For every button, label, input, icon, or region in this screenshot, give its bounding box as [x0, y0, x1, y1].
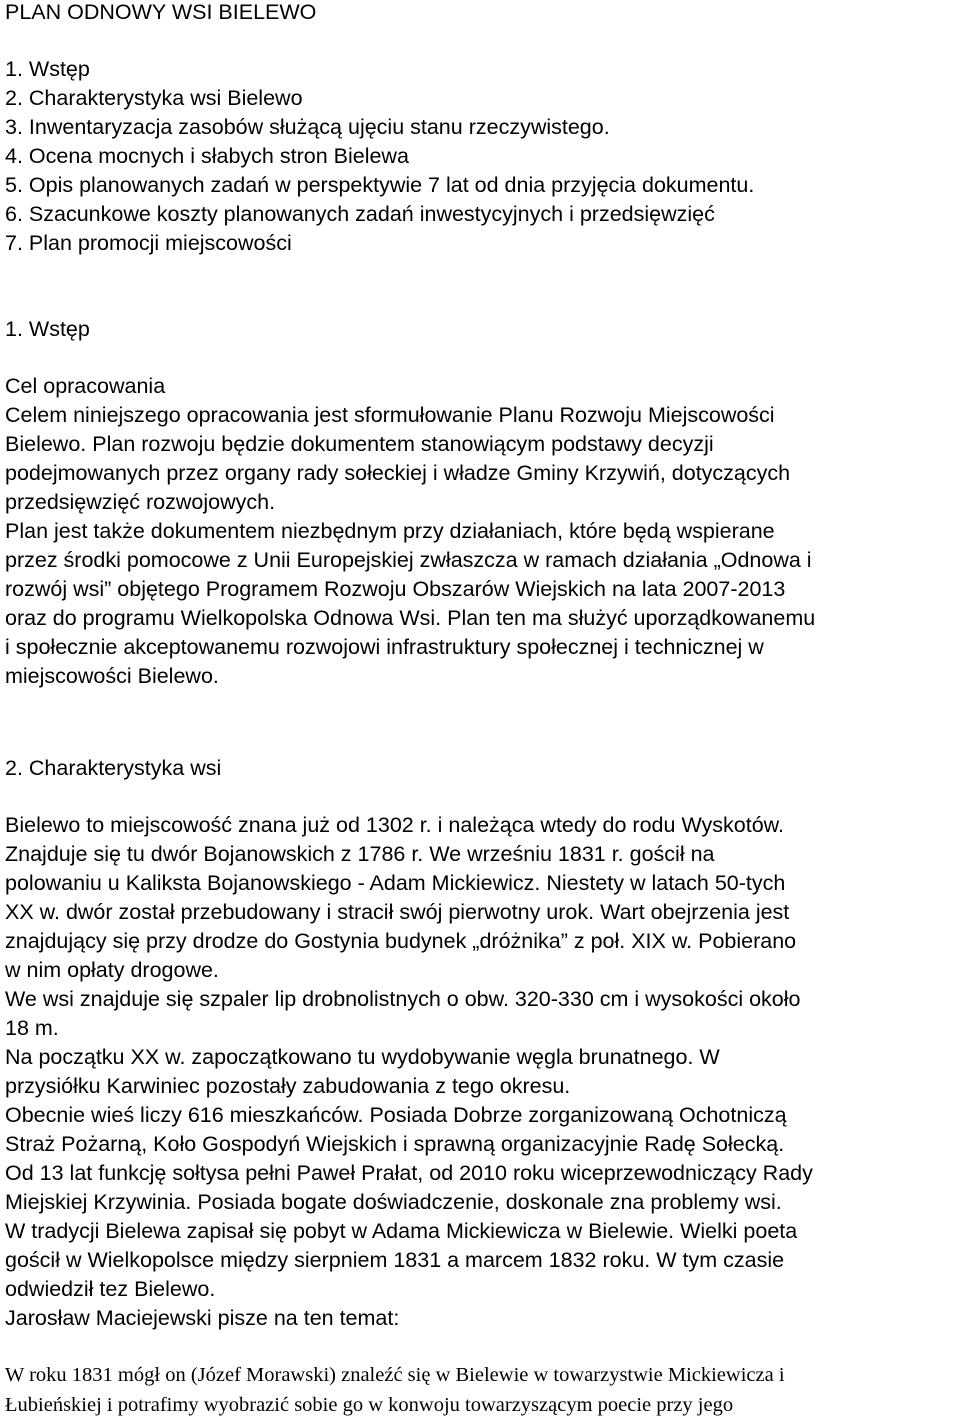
toc-item: 5. Opis planowanych zadań w perspektywie 7 lat od dnia przyjęcia dokumentu. — [5, 173, 755, 197]
text-line: Miejskiej Krzywinia. Posiada bogate doświadczenie, doskonale zna problemy wsi. — [5, 1190, 782, 1214]
toc-item: 4. Ocena mocnych i słabych stron Bielewa — [5, 144, 409, 168]
text-line: i społecznie akceptowanemu rozwojowi infrastruktury społecznej i technicznej w — [5, 635, 764, 659]
text-line: w nim opłaty drogowe. — [5, 958, 219, 982]
text-line: Obecnie wieś liczy 616 mieszkańców. Posiada Dobrze zorganizowaną Ochotniczą — [5, 1103, 787, 1127]
text-line: Bielewo to miejscowość znana już od 1302 r. i należąca wtedy do rodu Wyskotów. — [5, 813, 784, 837]
toc-item: 6. Szacunkowe koszty planowanych zadań inwestycyjnych i przedsięwzięć — [5, 202, 715, 226]
section-1-header — [5, 315, 165, 401]
section-2-header — [5, 754, 221, 783]
text-line: Jarosław Maciejewski pisze na ten temat: — [5, 1306, 400, 1330]
text-line: miejscowości Bielewo. — [5, 664, 219, 688]
section-heading: 1. Wstęp — [5, 317, 90, 341]
quote-block — [5, 1360, 785, 1420]
text-line: Celem niniejszego opracowania jest sformułowanie Planu Rozwoju Miejscowości — [5, 403, 775, 427]
document-title: PLAN ODNOWY WSI BIELEWO — [5, 0, 317, 24]
text-line: polowaniu u Kaliksta Bojanowskiego - Adam Mickiewicz. Niestety w latach 50-tych — [5, 871, 786, 895]
text-line: Od 13 lat funkcję sołtysa pełni Paweł Prałat, od 2010 roku wiceprzewodniczący Rady — [5, 1161, 813, 1185]
toc-item: 2. Charakterystyka wsi Bielewo — [5, 86, 303, 110]
text-line: We wsi znajduje się szpaler lip drobnolistnych o obw. 320-330 cm i wysokości około — [5, 987, 801, 1011]
toc-item: 3. Inwentaryzacja zasobów służącą ujęciu stanu rzeczywistego. — [5, 115, 610, 139]
text-line: oraz do programu Wielkopolska Odnowa Wsi. Plan ten ma służyć uporządkowanemu — [5, 606, 816, 630]
text-line: podejmowanych przez organy rady sołeckiej i władze Gminy Krzywiń, dotyczących — [5, 461, 791, 485]
text-line: Bielewo. Plan rozwoju będzie dokumentem stanowiącym podstawy decyzji — [5, 432, 714, 456]
section-2-body — [5, 811, 813, 1333]
text-line: znajdujący się przy drodze do Gostynia budynek „dróżnika” z poł. XIX w. Pobierano — [5, 929, 797, 953]
section-subheading: Cel opracowania — [5, 374, 166, 398]
text-line: Plan jest także dokumentem niezbędnym przy działaniach, które będą wspierane — [5, 519, 775, 543]
text-line: Na początku XX w. zapoczątkowano tu wydobywanie węgla brunatnego. W — [5, 1045, 720, 1069]
text-line: odwiedził tez Bielewo. — [5, 1277, 216, 1301]
text-line: przysiółku Karwiniec pozostały zabudowania z tego okresu. — [5, 1074, 571, 1098]
text-line: przedsięwzięć rozwojowych. — [5, 490, 276, 514]
toc-item: 1. Wstęp — [5, 57, 90, 81]
text-line: przez środki pomocowe z Unii Europejskiej zwłaszcza w ramach działania „Odnowa i — [5, 548, 812, 572]
text-line: W tradycji Bielewa zapisał się pobyt w Adama Mickiewicza w Bielewie. Wielki poeta — [5, 1219, 798, 1243]
text-line: Znajduje się tu dwór Bojanowskich z 1786 r. We wrześniu 1831 r. gościł na — [5, 842, 715, 866]
text-line: Straż Pożarną, Koło Gospodyń Wiejskich i sprawną organizacyjnie Radę Sołecką. — [5, 1132, 785, 1156]
quote-line: Łubieńskiej i potrafimy wyobrazić sobie go w konwoju towarzyszącym poecie przy jego — [5, 1394, 734, 1416]
section-1-body — [5, 401, 815, 691]
table-of-contents — [5, 55, 754, 258]
quote-line: W roku 1831 mógł on (Józef Morawski) znaleźć się w Bielewie w towarzystwie Mickiewicza i — [5, 1364, 785, 1386]
text-line: gościł w Wielkopolsce między sierpniem 1831 a marcem 1832 roku. W tym czasie — [5, 1248, 785, 1272]
text-line: 18 m. — [5, 1016, 59, 1040]
toc-item: 7. Plan promocji miejscowości — [5, 231, 292, 255]
section-heading: 2. Charakterystyka wsi — [5, 756, 222, 780]
text-line: XX w. dwór został przebudowany i stracił swój pierwotny urok. Wart obejrzenia jest — [5, 900, 790, 924]
text-line: rozwój wsi” objętego Programem Rozwoju Obszarów Wiejskich na lata 2007-2013 — [5, 577, 786, 601]
